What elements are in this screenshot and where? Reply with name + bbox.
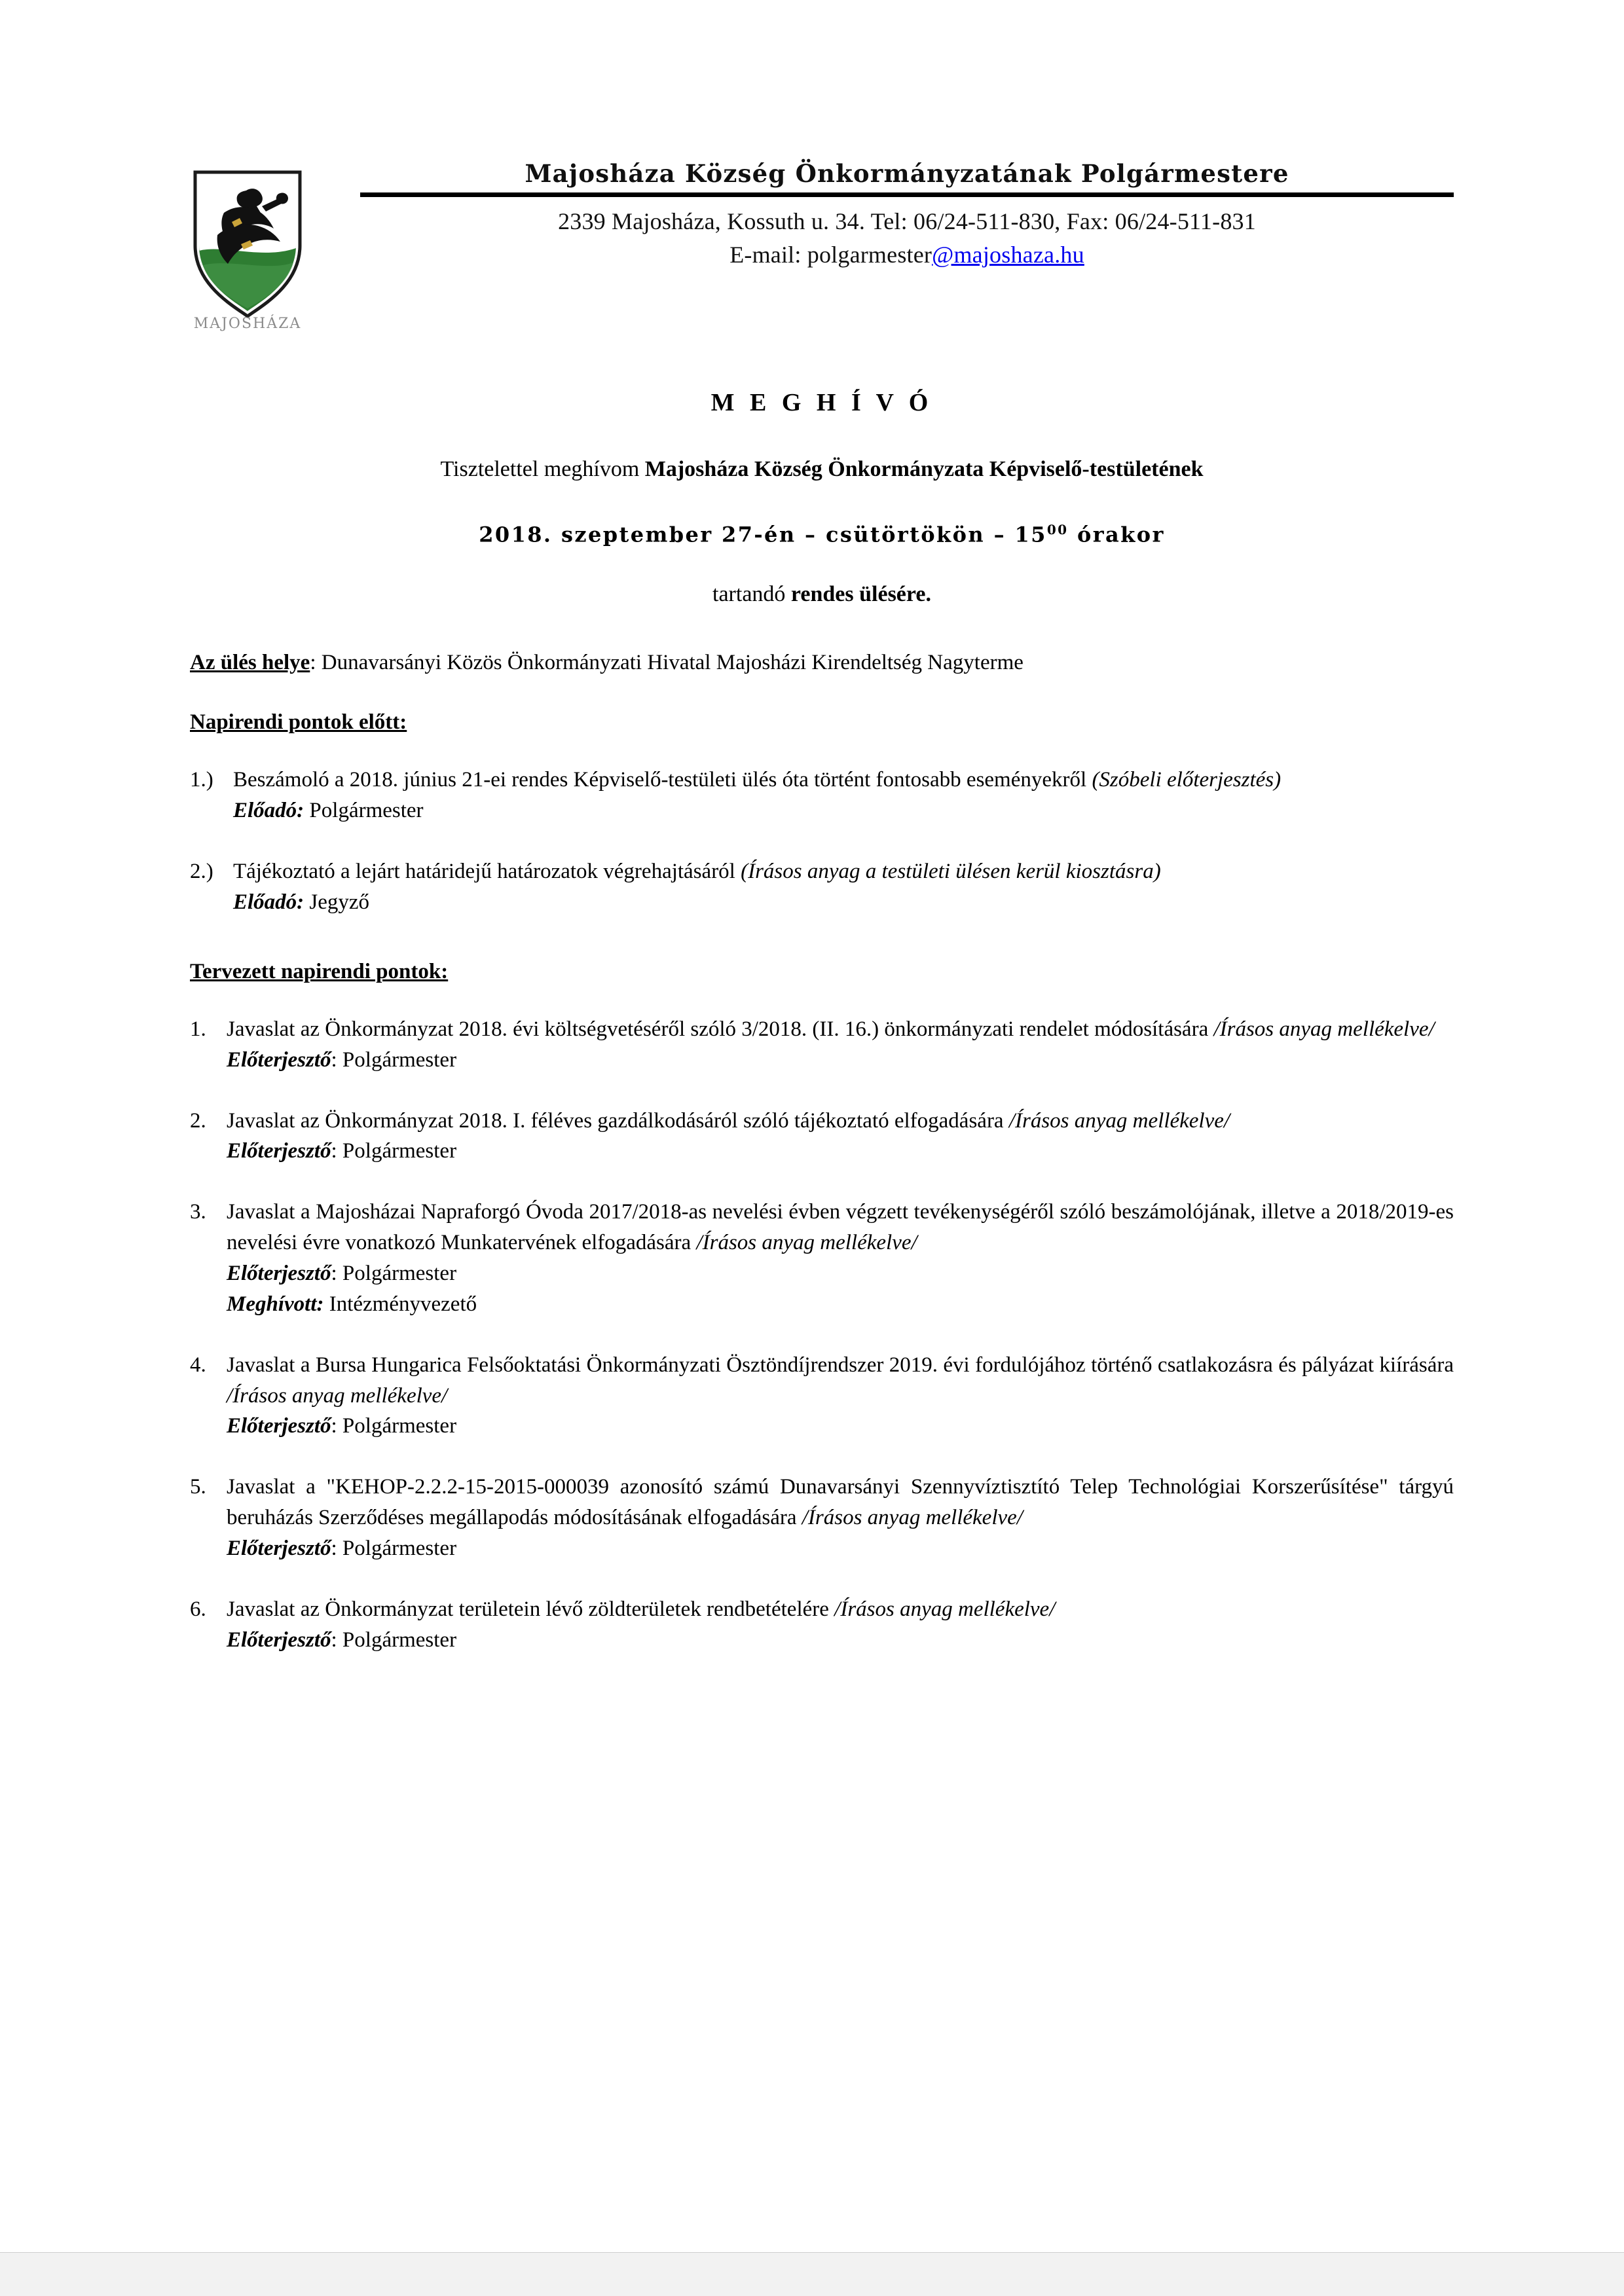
pre-agenda-list [190,765,1454,917]
item-body [227,1106,1454,1167]
item-presenter [227,1625,1454,1656]
item-text [227,1472,1454,1533]
item-presenter-value: : Polgármester [331,1262,457,1286]
item-body [233,765,1454,826]
email-label: E-mail: polgarmester [729,241,932,268]
document-content [190,160,1454,1656]
item-guest [227,1289,1454,1320]
meeting-datetime [190,522,1454,547]
item-presenter [227,1045,1454,1076]
item-presenter [227,1411,1454,1442]
item-number: 1.) [190,768,213,792]
item-guest-label: Meghívott: [227,1292,324,1316]
item-text-plain: Javaslat az Önkormányzat 2018. évi költségvetéséről szóló 3/2018. (II. 16.) önkormányzati rendelet módosítására [227,1017,1214,1041]
item-presenter-label: Előadó: [233,890,304,915]
item-text [227,1106,1454,1137]
page-bottom-margin [0,2252,1624,2296]
item-text-plain: Beszámoló a 2018. június 21-ei rendes Képviselő-testületi ülés óta történt fontosabb eseményekről [233,768,1092,792]
item-number: 5. [190,1475,206,1499]
item-body [233,856,1454,918]
item-number: 4. [190,1353,206,1377]
item-text [227,1594,1454,1625]
letterhead [190,160,1454,337]
header-rule [360,192,1454,197]
item-text [233,856,1454,887]
pre-agenda-heading: Napirendi pontok előtt: [190,710,407,735]
list-item [190,1594,1454,1656]
item-presenter [227,1258,1454,1289]
item-presenter-label: Előterjesztő [227,1537,331,1561]
page-title: M E G H Í V Ó [710,389,933,416]
item-text-plain: Javaslat a Majosházai Napraforgó Óvoda 2017/2018-as nevelési évben végzett tevékenységéről szóló beszámolójának, illetve a 2018/2019-es nevelési évre vonatkozó Munkatervének elfogadására [227,1200,1454,1255]
item-presenter-value: Polgármester [304,799,424,823]
item-presenter-value: : Polgármester [331,1139,457,1163]
office-title: Majosháza Község Önkormányzatának Polgármestere [525,159,1289,188]
letterhead-text [360,160,1454,272]
item-presenter-label: Előterjesztő [227,1262,331,1286]
item-text-plain: Javaslat a Bursa Hungarica Felsőoktatási Önkormányzati Ösztöndíjrendszer 2019. évi fordulójához történő csatlakozásra és pályázat kiírására [227,1353,1454,1377]
meeting-type-line [190,582,1454,607]
item-presenter-label: Előterjesztő [227,1628,331,1652]
email-link[interactable]: @majoshaza.hu [932,241,1084,268]
meeting-type-value: rendes ülésére. [790,582,931,607]
item-text-italic: /Írásos anyag mellékelve/ [802,1506,1023,1530]
address-line: 2339 Majosháza, Kossuth u. 34. Tel: 06/24-511-830, Fax: 06/24-511-831 [558,208,1256,234]
item-number: 2. [190,1108,206,1133]
item-presenter-value: Jegyző [304,890,370,915]
list-item [190,1350,1454,1442]
item-presenter-value: : Polgármester [331,1628,457,1652]
item-text-plain: Javaslat az Önkormányzat területein lévő zöldterületek rendbetételére [227,1597,835,1621]
item-presenter [233,795,1454,826]
item-text [233,765,1454,795]
item-presenter-label: Előterjesztő [227,1414,331,1438]
item-text-italic: /Írásos anyag mellékelve/ [696,1231,917,1255]
list-item [190,1472,1454,1564]
item-text-plain: Javaslat a "KEHOP-2.2.2-15-2015-000039 azonosító számú Dunavarsányi Szennyvíztisztító Telep Technológiai Korszerűsítése" tárgyú beruházás Szerződéses megállapodás módosításának elfogadására [227,1475,1454,1530]
meeting-type-prefix: tartandó [712,582,791,607]
planned-agenda-heading: Tervezett napirendi pontok: [190,959,449,983]
item-presenter [233,887,1454,918]
item-body [227,1197,1454,1319]
item-presenter [227,1136,1454,1167]
email-line [360,238,1454,272]
item-presenter [227,1533,1454,1564]
invitation-body-name: Majosháza Község Önkormányzata Képviselő-testületének [644,457,1204,481]
item-text-italic: (Írásos anyag a testületi ülésen kerül kiosztásra) [741,860,1161,884]
item-text-italic: /Írásos anyag mellékelve/ [1213,1017,1435,1041]
list-item [190,1014,1454,1076]
meeting-place-value: : Dunavarsányi Közös Önkormányzati Hivatal Majosházi Kirendeltség Nagyterme [310,651,1024,675]
item-presenter-value: : Polgármester [331,1048,457,1072]
item-text [227,1350,1454,1412]
item-body [227,1594,1454,1656]
list-item [190,856,1454,918]
meeting-place-label: Az ülés helye [190,651,310,675]
invitation-sentence [190,454,1454,485]
planned-agenda-list [190,1014,1454,1656]
invitation-prefix: Tisztelettel meghívom [440,457,645,481]
item-number: 1. [190,1017,206,1041]
item-text-italic: (Szóbeli előterjesztés) [1092,768,1282,792]
meeting-time-suffix: órakor [1068,522,1165,547]
meeting-time-superscript: 00 [1046,521,1069,538]
item-body [227,1472,1454,1564]
svg-text:MAJOSHÁZA: MAJOSHÁZA [193,316,302,332]
item-presenter-label: Előterjesztő [227,1139,331,1163]
item-text-italic: /Írásos anyag mellékelve/ [834,1597,1056,1621]
list-item [190,1106,1454,1167]
item-text [227,1197,1454,1258]
item-presenter-label: Előterjesztő [227,1048,331,1072]
item-text-plain: Tájékoztató a lejárt határidejű határozatok végrehajtásáról [233,860,741,884]
item-number: 2.) [190,860,213,884]
item-body [227,1014,1454,1076]
item-presenter-value: : Polgármester [331,1414,457,1438]
meeting-place [190,647,1454,678]
item-presenter-value: : Polgármester [331,1537,457,1561]
item-text-italic: /Írásos anyag mellékelve/ [1008,1108,1230,1133]
meeting-date-text: 2018. szeptember 27-én – csütörtökön – 15 [479,522,1047,547]
item-text [227,1014,1454,1045]
list-item [190,765,1454,826]
item-presenter-label: Előadó: [233,799,304,823]
item-text-italic: /Írásos anyag mellékelve/ [227,1383,448,1408]
item-number: 6. [190,1597,206,1621]
list-item [190,1197,1454,1319]
item-body [227,1350,1454,1442]
item-guest-value: Intézményvezető [323,1292,477,1316]
item-text-plain: Javaslat az Önkormányzat 2018. I. féléves gazdálkodásáról szóló tájékoztató elfogadására [227,1108,1009,1133]
item-number: 3. [190,1200,206,1224]
coat-of-arms-icon [183,167,324,334]
